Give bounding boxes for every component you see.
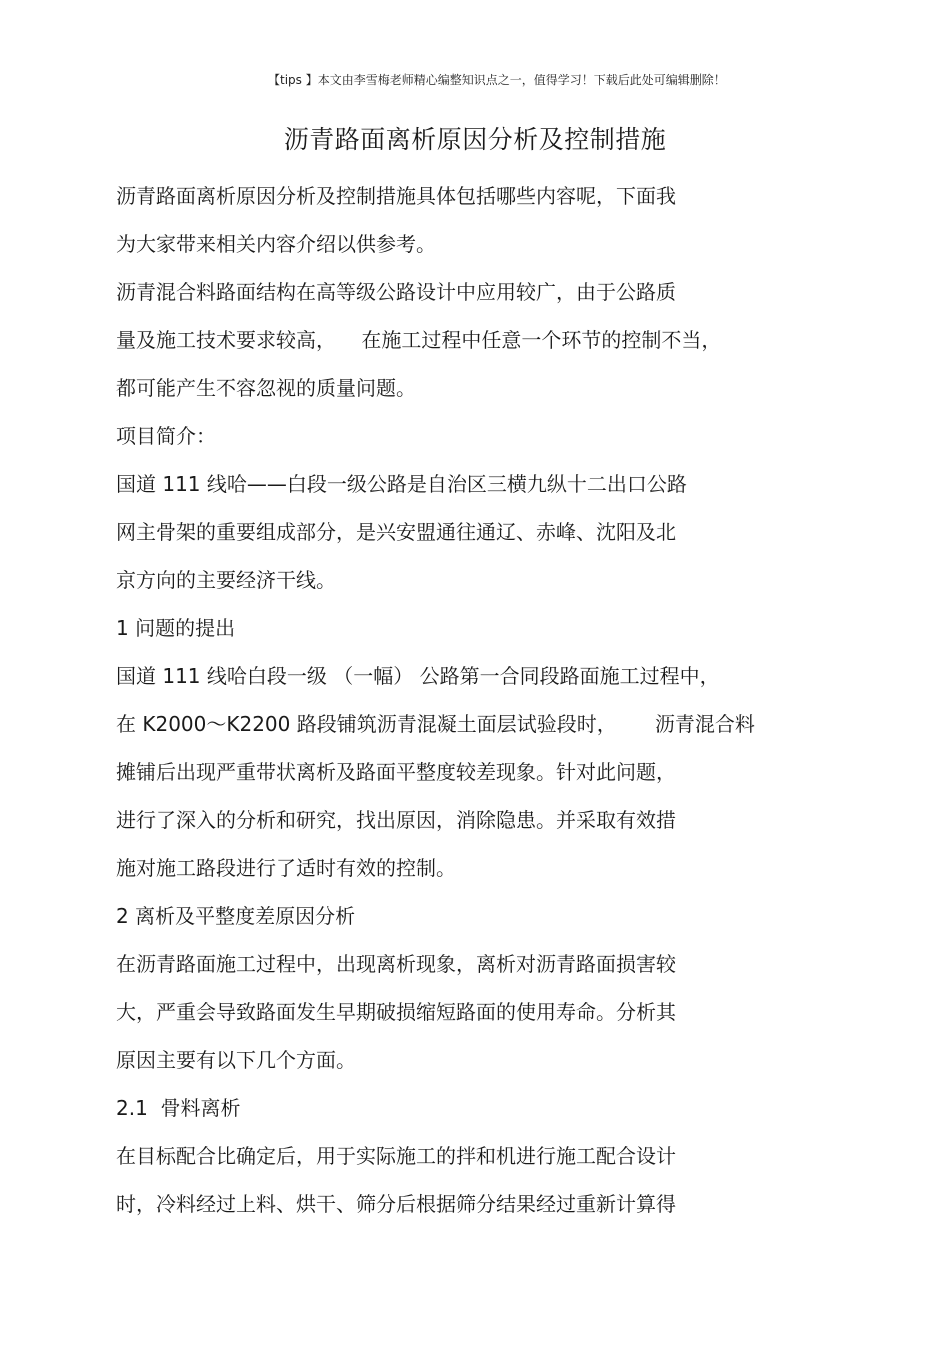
body-line: 施对施工路段进行了适时有效的控制。 (116, 856, 456, 880)
body-line: 在沥青路面施工过程中，出现离析现象，离析对沥青路面损害较 (116, 952, 676, 976)
body-line: 沥青混合料路面结构在高等级公路设计中应用较广，由于公路质 (116, 280, 676, 304)
tips-header: 【tips 】本文由李雪梅老师精心编整知识点之一，值得学习！下载后此处可编辑删除！ (268, 73, 726, 87)
body-line: 时，冷料经过上料、烘干、筛分后根据筛分结果经过重新计算得 (116, 1192, 676, 1216)
body-line: 原因主要有以下几个方面。 (116, 1048, 356, 1072)
body-line: 沥青路面离析原因分析及控制措施具体包括哪些内容呢，下面我 (116, 184, 676, 208)
section-heading: 项目简介： (116, 424, 216, 448)
document-title: 沥青路面离析原因分析及控制措施 (283, 125, 667, 154)
body-line: 国道 111 线哈白段一级 （一幅） 公路第一合同段路面施工过程中， (116, 664, 720, 688)
body-line: 在 K2000～K2200 路段铺筑沥青混凝土面层试验段时， 沥青混合料 (116, 712, 755, 736)
body-line: 国道 111 线哈——白段一级公路是自治区三横九纵十二出口公路 (116, 472, 687, 496)
section-heading: 1 问题的提出 (116, 616, 236, 640)
body-line: 都可能产生不容忽视的质量问题。 (116, 376, 416, 400)
body-line: 为大家带来相关内容介绍以供参考。 (116, 232, 436, 256)
body-line: 摊铺后出现严重带状离析及路面平整度较差现象。针对此问题， (116, 760, 676, 784)
body-line: 京方向的主要经济干线。 (116, 568, 336, 592)
body-line: 量及施工技术要求较高， 在施工过程中任意一个环节的控制不当， (116, 328, 722, 352)
body-line: 在目标配合比确定后，用于实际施工的拌和机进行施工配合设计 (116, 1144, 676, 1168)
section-heading: 2 离析及平整度差原因分析 (116, 904, 356, 928)
section-heading: 2.1 骨料离析 (116, 1096, 241, 1120)
body-line: 进行了深入的分析和研究，找出原因，消除隐患。并采取有效措 (116, 808, 676, 832)
body-line: 网主骨架的重要组成部分，是兴安盟通往通辽、赤峰、沈阳及北 (116, 520, 676, 544)
body-line: 大，严重会导致路面发生早期破损缩短路面的使用寿命。分析其 (116, 1000, 676, 1024)
